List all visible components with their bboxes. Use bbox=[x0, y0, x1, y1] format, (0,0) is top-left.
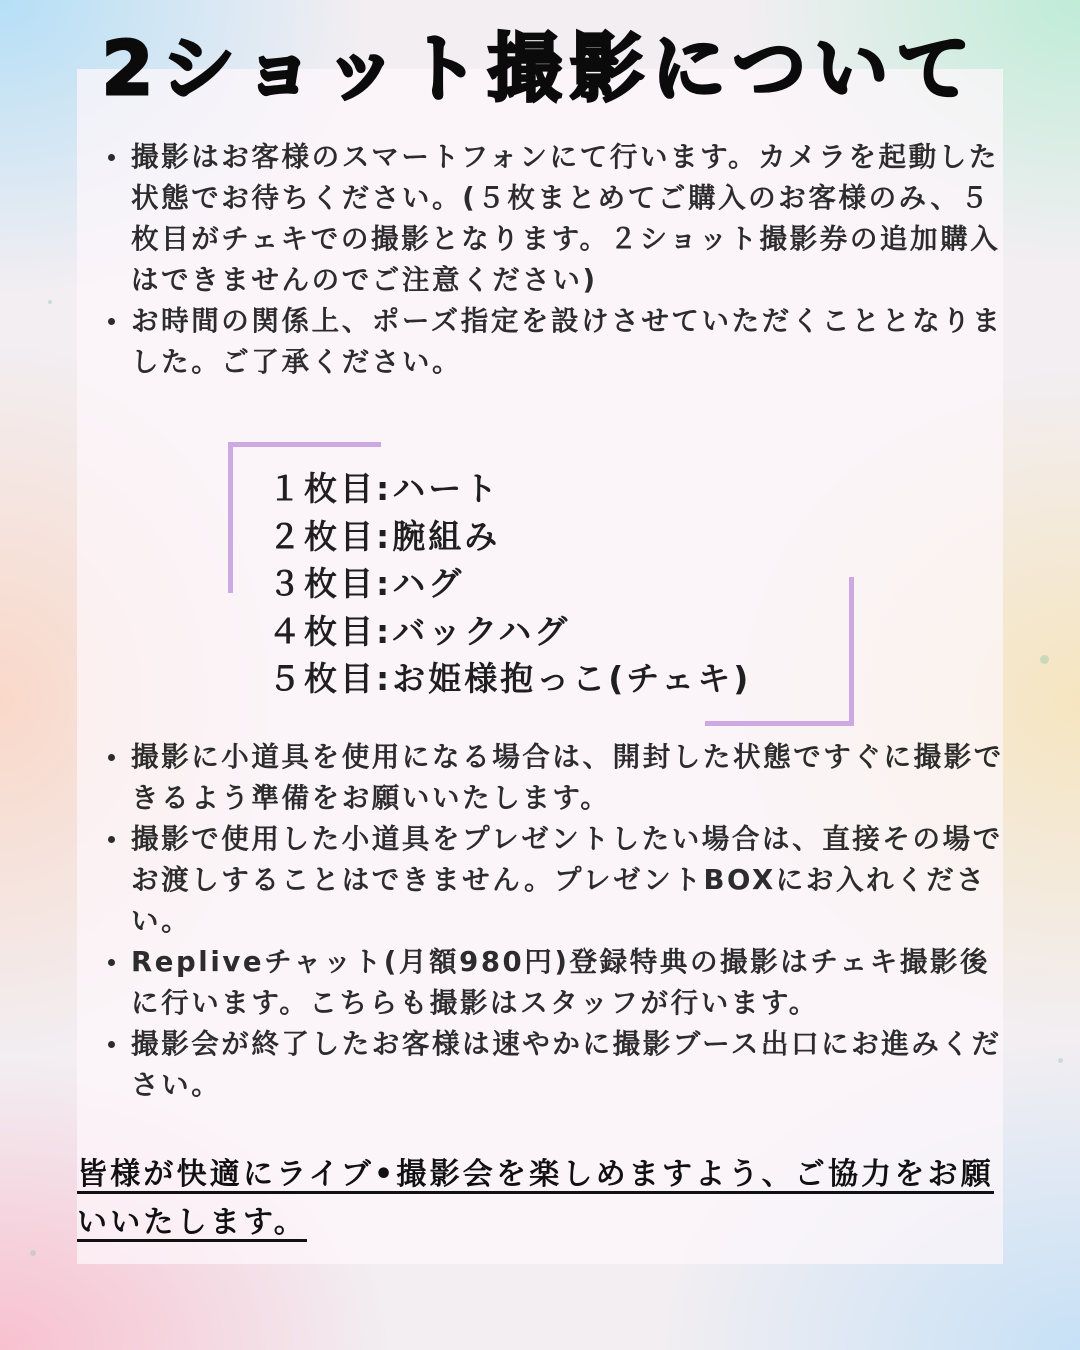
list-item: 撮影はお客様のスマートフォンにて行います。カメラを起動した状態でお待ちください。(５枚まとめてご購入のお客様のみ、５枚目がチェキでの撮影となります。２ショット撮影券の追加購入はできませんのでご注意ください) bbox=[100, 137, 1010, 301]
paint-speck bbox=[1040, 655, 1049, 664]
notes-list-bottom bbox=[100, 737, 1010, 1106]
list-item: Repliveチャット(月額980円)登録特典の撮影はチェキ撮影後に行います。こちらも撮影はスタッフが行います。 bbox=[100, 942, 1010, 1024]
list-item: 撮影で使用した小道具をプレゼントしたい場合は、直接その場でお渡しすることはできません。プレゼントBOXにお入れください。 bbox=[100, 819, 1010, 942]
paint-speck bbox=[30, 1250, 36, 1256]
list-item: 撮影会が終了したお客様は速やかに撮影ブース出口にお進みください。 bbox=[100, 1024, 1010, 1106]
paint-speck bbox=[1058, 1058, 1063, 1063]
list-item: お時間の関係上、ポーズ指定を設けさせていただくこととなりました。ご了承ください。 bbox=[100, 301, 1010, 383]
pose-item: １枚目:ハート bbox=[268, 469, 501, 508]
paint-speck bbox=[48, 300, 52, 304]
notes-list-top bbox=[100, 137, 1010, 383]
page-title: 2ショット撮影について bbox=[101, 26, 979, 112]
pose-item: ５枚目:お姫様抱っこ(チェキ) bbox=[268, 659, 752, 698]
pose-list bbox=[268, 465, 828, 703]
list-item: 撮影に小道具を使用になる場合は、開封した状態ですぐに撮影できるよう準備をお願いいたします。 bbox=[100, 737, 1010, 819]
closing-message: 皆様が快適にライブ•撮影会を楽しめますよう、ご協力をお願いいたします。 bbox=[77, 1157, 994, 1240]
pose-item: ３枚目:ハグ bbox=[268, 564, 465, 603]
pose-item: ２枚目:腕組み bbox=[268, 516, 501, 556]
pose-item: ４枚目:バックハグ bbox=[268, 611, 571, 651]
